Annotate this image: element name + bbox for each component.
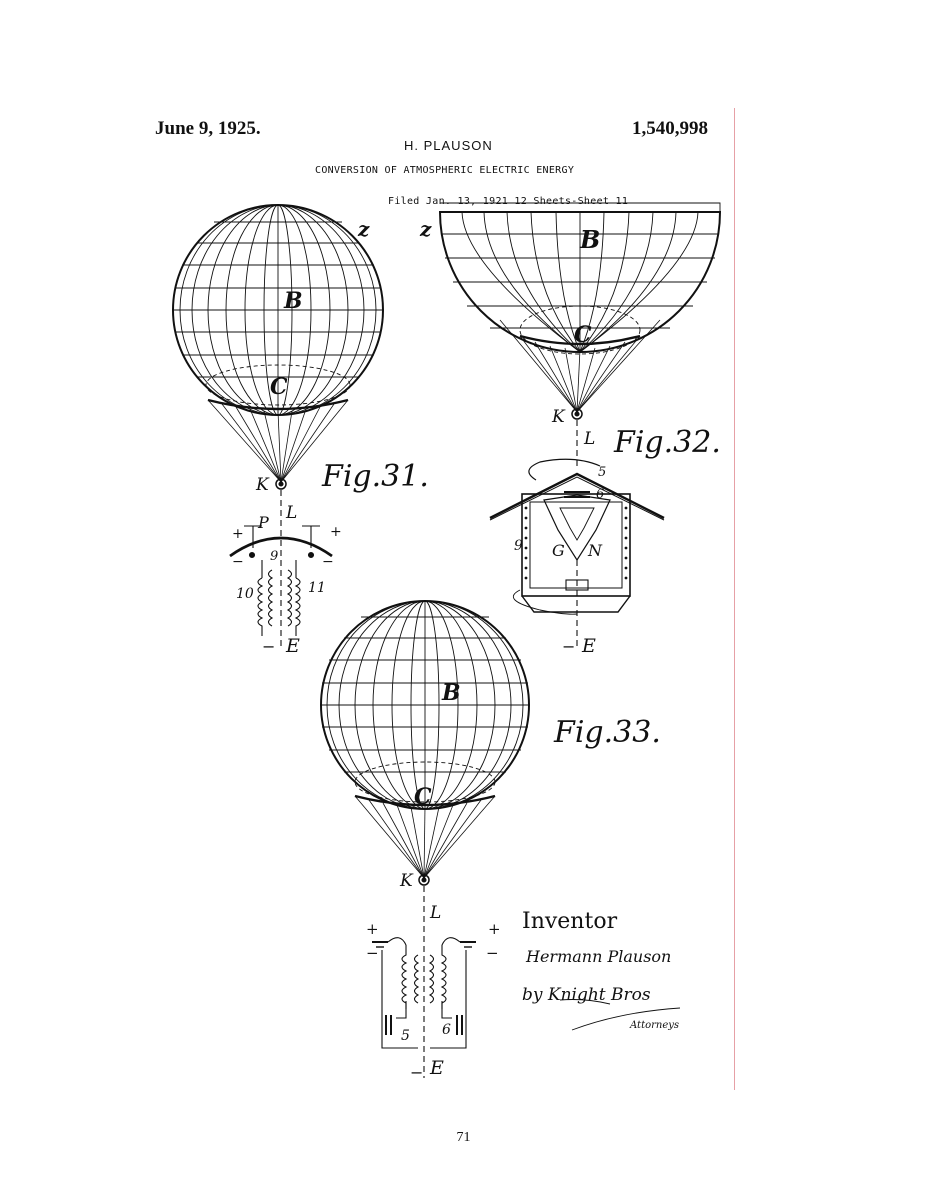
fig32-label-z: z — [420, 217, 432, 241]
fig33-label-plus-left: + — [366, 920, 379, 938]
fig31-label-9: 9 — [270, 549, 279, 564]
fig31-label-p: P — [258, 513, 269, 532]
fig33-label-b: B — [442, 680, 461, 706]
fig33-label-e: E — [430, 1057, 444, 1079]
fig33-label-6: 6 — [442, 1022, 451, 1038]
signature-name: Hermann Plauson — [526, 947, 672, 966]
fig31-label-plus-right: + — [330, 524, 342, 540]
fig31-circuit — [230, 490, 332, 650]
fig33-label-k: K — [400, 871, 413, 891]
fig31-label-minus-right: − — [322, 554, 334, 570]
fig33-balloon — [321, 601, 529, 885]
fig32-label-9: 9 — [514, 538, 523, 554]
fig32-caption: Fig.32. — [614, 425, 721, 460]
fig31-balloon — [173, 205, 383, 489]
patent-number: 1,540,998 — [632, 118, 708, 139]
fig33-label-l: L — [430, 903, 442, 923]
fig32-label-b: B — [580, 225, 601, 254]
fig32-label-6: 6 — [596, 487, 605, 502]
signature-by: by Knight Bros — [522, 985, 651, 1005]
fig33-circuit — [372, 886, 476, 1078]
fig33-label-minus-left: − — [366, 944, 379, 962]
page-number: 71 — [456, 1130, 471, 1145]
signature-inventor-label: Inventor — [522, 909, 618, 934]
fig31-label-e: E — [286, 635, 300, 657]
fig32-label-5: 5 — [598, 465, 607, 480]
fig33-caption: Fig.33. — [554, 715, 661, 750]
fig31-label-l: L — [286, 503, 298, 523]
fig32-label-e: E — [582, 635, 596, 657]
fig31-label-k: K — [256, 475, 269, 495]
fig31-label-11: 11 — [308, 580, 326, 596]
fig33-label-c: C — [414, 784, 432, 810]
fig31-label-minus-bottom: − — [262, 637, 276, 656]
fig31-label-plus-left: + — [232, 526, 244, 542]
fig33-label-minus-bottom: − — [410, 1063, 424, 1082]
fig31-label-minus-left: − — [232, 554, 244, 570]
patent-date: June 9, 1925. — [155, 118, 261, 139]
fig32-label-minus: − — [562, 637, 576, 656]
fig31-label-z: z — [358, 217, 370, 241]
fig33-label-minus-right: − — [486, 944, 499, 962]
fig31-label-c: C — [270, 374, 288, 400]
fig33-label-plus-right: + — [488, 920, 501, 938]
fig32-label-k: K — [552, 407, 565, 427]
filing-info: Filed Jan. 13, 1921 12 Sheets-Sheet 11 — [388, 196, 629, 207]
fig32-label-n: N — [588, 541, 602, 560]
inventor-name: H. PLAUSON — [404, 138, 493, 153]
fig33-label-5: 5 — [401, 1028, 410, 1044]
fig31-label-10: 10 — [236, 586, 254, 602]
fig32-label-c: C — [574, 322, 592, 348]
fig32-label-l: L — [584, 429, 596, 449]
fig31-label-b: B — [284, 288, 303, 314]
fig31-caption: Fig.31. — [322, 459, 429, 494]
fig32-label-g: G — [552, 541, 565, 560]
signature-attorneys: Attorneys — [630, 1020, 680, 1031]
patent-title: CONVERSION OF ATMOSPHERIC ELECTRIC ENERGY — [315, 165, 575, 176]
